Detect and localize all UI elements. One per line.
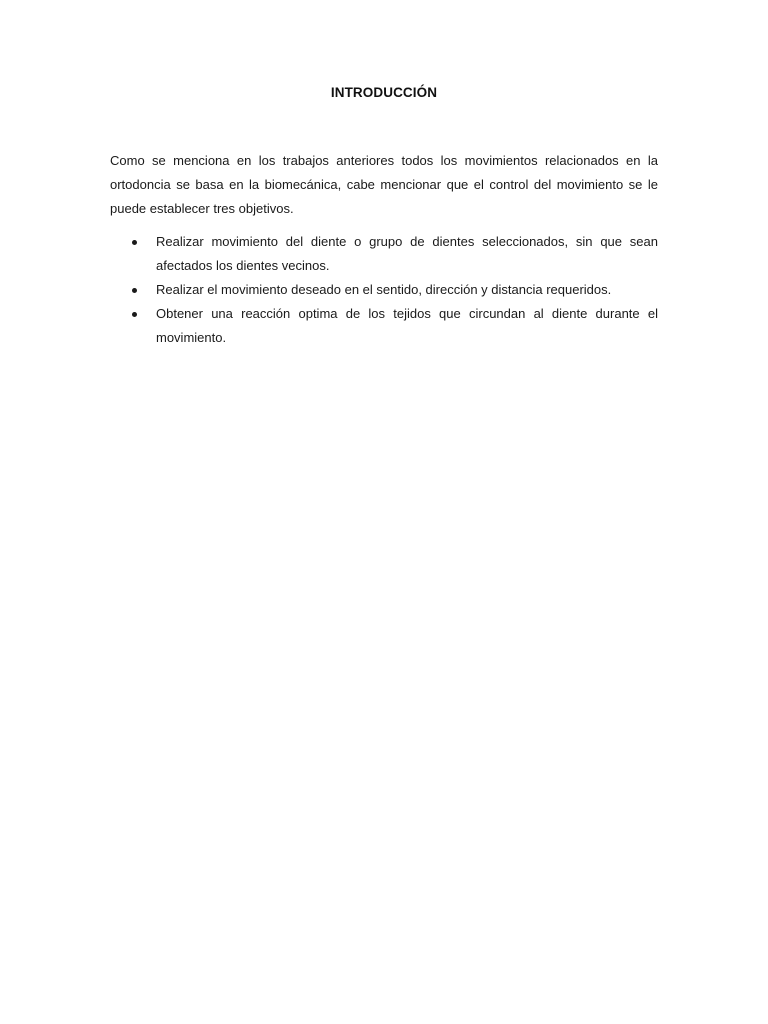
objectives-list bbox=[110, 230, 658, 350]
list-item-text: Realizar movimiento del diente o grupo de dientes seleccionados, sin que sean afectados los dientes vecinos. bbox=[156, 234, 658, 273]
intro-paragraph: Como se menciona en los trabajos anteriores todos los movimientos relacionados en la ortodoncia se basa en la biomecánica, cabe mencionar que el control del movimiento se le puede establecer tres objetivos. bbox=[110, 153, 658, 216]
list-item-text: Obtener una reacción optima de los tejidos que circundan al diente durante el movimiento. bbox=[156, 306, 658, 345]
list-item bbox=[110, 302, 658, 350]
bullet-icon bbox=[132, 240, 137, 245]
bullet-icon bbox=[132, 312, 137, 317]
list-item bbox=[110, 230, 658, 278]
bullet-icon bbox=[132, 288, 137, 293]
list-item-text: Realizar el movimiento deseado en el sentido, dirección y distancia requeridos. bbox=[156, 282, 612, 297]
page-title: INTRODUCCIÓN bbox=[330, 85, 438, 100]
list-item bbox=[110, 278, 658, 302]
document-body bbox=[110, 149, 658, 350]
